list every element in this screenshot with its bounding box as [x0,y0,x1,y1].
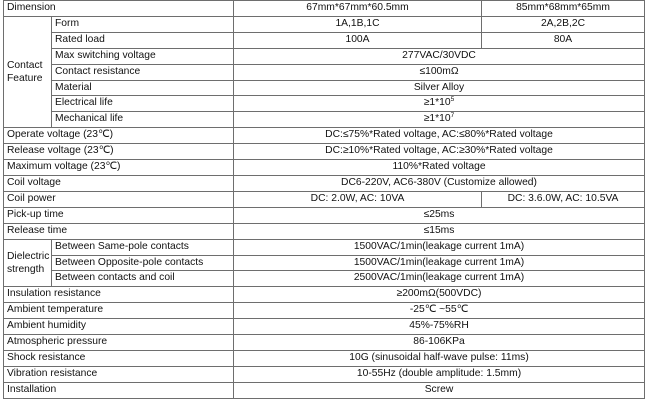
row-insulation-resistance [4,287,645,303]
row-installation [4,382,645,398]
dimension-value-2: 85mm*68mm*65mm [482,1,645,17]
ambient-temperature-label: Ambient temperature [4,303,234,319]
rated-load-value-1: 100A [234,32,482,48]
release-time-label: Release time [4,223,234,239]
insulation-resistance-label: Insulation resistance [4,287,234,303]
max-switching-voltage-value: 277VAC/30VDC [234,48,645,64]
contact-resistance-label: Contact resistance [52,64,234,80]
maximum-voltage-label: Maximum voltage (23℃) [4,160,234,176]
row-coil-power [4,191,645,207]
vibration-resistance-label: Vibration resistance [4,366,234,382]
maximum-voltage-value: 110%*Rated voltage [234,160,645,176]
pickup-time-value: ≤25ms [234,207,645,223]
row-atmospheric-pressure [4,335,645,351]
row-shock-resistance [4,350,645,366]
ambient-humidity-value: 45%-75%RH [234,319,645,335]
row-dielectric-same-pole [4,239,645,255]
dielectric-strength-label-line2: strength [7,263,45,275]
row-ambient-temperature [4,303,645,319]
material-label: Material [52,80,234,96]
opposite-pole-label: Between Opposite-pole contacts [52,255,234,271]
dielectric-strength-label [4,239,52,287]
contact-resistance-value: ≤100mΩ [234,64,645,80]
opposite-pole-value: 1500VAC/1min(leakage current 1mA) [234,255,645,271]
row-operate-voltage [4,128,645,144]
material-value: Silver Alloy [234,80,645,96]
row-max-switching-voltage [4,48,645,64]
release-voltage-label: Release voltage (23℃) [4,144,234,160]
form-value-1: 1A,1B,1C [234,16,482,32]
mechanical-life-label: Mechanical life [52,112,234,128]
mechanical-life-base: ≥1*10 [423,113,451,125]
installation-value: Screw [234,382,645,398]
contacts-coil-value: 2500VAC/1min(leakage current 1mA) [234,271,645,287]
electrical-life-label: Electrical life [52,96,234,112]
row-ambient-humidity [4,319,645,335]
mechanical-life-exponent: 7 [450,112,455,120]
row-release-time [4,223,645,239]
vibration-resistance-value: 10-55Hz (double amplitude: 1.5mm) [234,366,645,382]
form-value-2: 2A,2B,2C [482,16,645,32]
operate-voltage-value: DC:≤75%*Rated voltage, AC:≤80%*Rated voltage [234,128,645,144]
coil-power-value-2: DC: 3.6.0W, AC: 10.5VA [482,191,645,207]
shock-resistance-label: Shock resistance [4,350,234,366]
contact-feature-label [4,16,52,127]
installation-label: Installation [4,382,234,398]
rated-load-value-2: 80A [482,32,645,48]
coil-power-label: Coil power [4,191,234,207]
row-vibration-resistance [4,366,645,382]
row-dimension [4,1,645,17]
row-material [4,80,645,96]
release-voltage-value: DC:≥10%*Rated voltage, AC:≥30%*Rated voltage [234,144,645,160]
ambient-humidity-label: Ambient humidity [4,319,234,335]
row-pickup-time [4,207,645,223]
coil-voltage-value: DC6-220V, AC6-380V (Customize allowed) [234,175,645,191]
relay-spec-table [3,0,645,399]
row-rated-load [4,32,645,48]
dimension-label: Dimension [4,1,234,17]
electrical-life-value [234,96,645,112]
electrical-life-base: ≥1*10 [423,97,451,109]
contacts-coil-label: Between contacts and coil [52,271,234,287]
dielectric-strength-label-line1: Dielectric [7,250,50,262]
contact-feature-label-line2: Feature [7,73,43,85]
rated-load-label: Rated load [52,32,234,48]
form-label: Form [52,16,234,32]
coil-power-value-1: DC: 2.0W, AC: 10VA [234,191,482,207]
row-release-voltage [4,144,645,160]
shock-resistance-value: 10G (sinusoidal half-wave pulse: 11ms) [234,350,645,366]
operate-voltage-label: Operate voltage (23℃) [4,128,234,144]
row-electrical-life [4,96,645,112]
insulation-resistance-value: ≥200mΩ(500VDC) [234,287,645,303]
row-contact-resistance [4,64,645,80]
coil-voltage-label: Coil voltage [4,175,234,191]
atmospheric-pressure-value: 86-106KPa [234,335,645,351]
dimension-value-1: 67mm*67mm*60.5mm [234,1,482,17]
row-dielectric-contacts-coil [4,271,645,287]
row-form [4,16,645,32]
max-switching-voltage-label: Max switching voltage [52,48,234,64]
same-pole-label: Between Same-pole contacts [52,239,234,255]
row-mechanical-life [4,112,645,128]
row-maximum-voltage [4,160,645,176]
release-time-value: ≤15ms [234,223,645,239]
ambient-temperature-value: -25℃ ~55℃ [234,303,645,319]
row-coil-voltage [4,175,645,191]
row-dielectric-opposite-pole [4,255,645,271]
pickup-time-label: Pick-up time [4,207,234,223]
mechanical-life-value [234,112,645,128]
contact-feature-label-line1: Contact [7,60,43,72]
atmospheric-pressure-label: Atmospheric pressure [4,335,234,351]
electrical-life-exponent: 5 [450,96,455,104]
same-pole-value: 1500VAC/1min(leakage current 1mA) [234,239,645,255]
